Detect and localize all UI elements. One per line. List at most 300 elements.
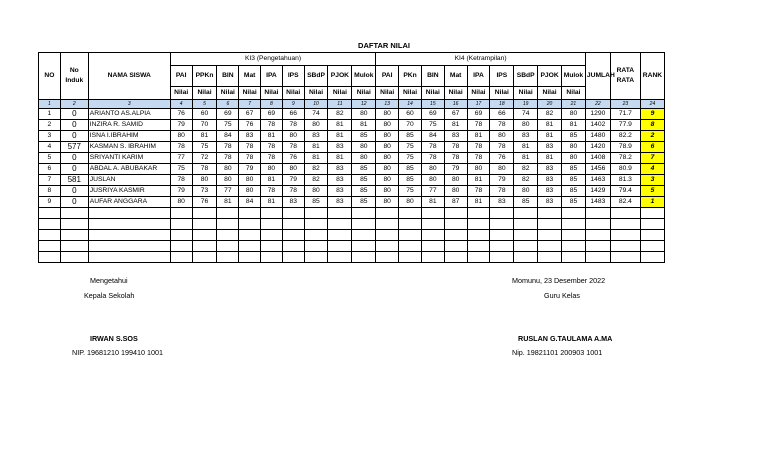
cell-ki3-score: 83: [239, 131, 261, 142]
cell-ki3-score: 82: [328, 109, 352, 120]
cell-no-induk: 0: [60, 186, 88, 197]
empty-cell: [261, 230, 283, 241]
empty-cell: [88, 252, 170, 263]
cell-ki4-score: 80: [376, 142, 399, 153]
empty-cell: [610, 241, 640, 252]
empty-cell: [610, 208, 640, 219]
cell-ki3-score: 78: [192, 164, 217, 175]
empty-cell: [282, 230, 304, 241]
cell-ki3-score: 79: [170, 120, 192, 131]
cell-jumlah: 1456: [585, 164, 610, 175]
sig-right-line2: Guru Kelas: [544, 291, 580, 300]
cell-ki4-score: 83: [538, 186, 562, 197]
empty-cell: [585, 252, 610, 263]
cell-ki3-score: 69: [261, 109, 283, 120]
cell-ki4-score: 80: [561, 153, 585, 164]
empty-cell: [282, 208, 304, 219]
empty-cell: [60, 230, 88, 241]
cell-ki4-score: 80: [490, 131, 514, 142]
cell-rank: 5: [640, 186, 664, 197]
cell-ki4-score: 85: [399, 175, 422, 186]
cell-ki3-score: 78: [261, 142, 283, 153]
empty-cell: [585, 241, 610, 252]
empty-cell: [88, 230, 170, 241]
cell-ki4-score: 67: [444, 109, 467, 120]
empty-cell: [328, 219, 352, 230]
cell-no: 3: [39, 131, 61, 142]
cell-jumlah: 1402: [585, 120, 610, 131]
cell-nama-siswa: INZIRA R. SAMID: [88, 120, 170, 131]
table-row: [39, 153, 665, 164]
cell-ki4-score: 69: [421, 109, 444, 120]
cell-ki3-score: 76: [192, 197, 217, 208]
header-ki4: KI4 (Ketrampilan): [376, 53, 586, 66]
cell-no: 9: [39, 197, 61, 208]
table-row: [39, 197, 665, 208]
empty-cell: [39, 230, 61, 241]
cell-rata-rata: 78.2: [610, 153, 640, 164]
empty-cell: [640, 252, 664, 263]
empty-cell: [490, 219, 514, 230]
header-nilai: Nilai: [328, 87, 352, 100]
cell-no: 8: [39, 186, 61, 197]
empty-cell: [328, 208, 352, 219]
empty-cell: [561, 230, 585, 241]
cell-ki4-score: 85: [514, 197, 538, 208]
cell-ki4-score: 87: [444, 197, 467, 208]
cell-nama-siswa: ARIANTO AS.ALPIA: [88, 109, 170, 120]
cell-ki4-score: 78: [444, 142, 467, 153]
empty-row: [39, 208, 665, 219]
column-number: 3: [88, 100, 170, 109]
header-ki3-subject: SBdP: [304, 66, 328, 87]
cell-ki3-score: 80: [352, 142, 376, 153]
header-ki3: KI3 (Pengetahuan): [170, 53, 375, 66]
cell-ki3-score: 85: [352, 186, 376, 197]
cell-ki4-score: 80: [376, 164, 399, 175]
cell-ki3-score: 81: [304, 153, 328, 164]
cell-ki3-score: 78: [217, 153, 239, 164]
header-nilai: Nilai: [352, 87, 376, 100]
header-ki3-subject: IPS: [282, 66, 304, 87]
cell-ki3-score: 75: [170, 164, 192, 175]
header-ki4-subject: PJOK: [538, 66, 562, 87]
cell-ki3-score: 73: [192, 186, 217, 197]
cell-jumlah: 1408: [585, 153, 610, 164]
empty-cell: [467, 208, 490, 219]
cell-ki4-score: 81: [538, 131, 562, 142]
cell-ki3-score: 85: [352, 164, 376, 175]
column-number: 22: [585, 100, 610, 109]
empty-cell: [217, 241, 239, 252]
header-ki4-subject: SBdP: [514, 66, 538, 87]
cell-rank: 3: [640, 175, 664, 186]
cell-ki3-score: 82: [304, 175, 328, 186]
cell-jumlah: 1420: [585, 142, 610, 153]
cell-no-induk: 0: [60, 153, 88, 164]
empty-cell: [192, 208, 217, 219]
empty-cell: [585, 208, 610, 219]
empty-row: [39, 219, 665, 230]
cell-ki4-score: 85: [561, 131, 585, 142]
cell-jumlah: 1429: [585, 186, 610, 197]
header-ki3-subject: Mulok: [352, 66, 376, 87]
cell-ki4-score: 83: [490, 197, 514, 208]
header-ki4-subject: PAI: [376, 66, 399, 87]
header-nilai: Nilai: [282, 87, 304, 100]
empty-cell: [352, 208, 376, 219]
empty-cell: [217, 252, 239, 263]
cell-ki4-score: 83: [538, 197, 562, 208]
cell-ki4-score: 75: [399, 142, 422, 153]
cell-ki4-score: 82: [538, 109, 562, 120]
empty-cell: [328, 252, 352, 263]
empty-cell: [352, 241, 376, 252]
cell-rank: 6: [640, 142, 664, 153]
cell-no: 6: [39, 164, 61, 175]
cell-ki3-score: 80: [239, 186, 261, 197]
empty-cell: [304, 252, 328, 263]
cell-ki4-score: 80: [421, 175, 444, 186]
cell-ki3-score: 80: [239, 175, 261, 186]
cell-no: 1: [39, 109, 61, 120]
cell-nama-siswa: SRIYANTI KARIM: [88, 153, 170, 164]
empty-cell: [261, 241, 283, 252]
cell-ki4-score: 83: [538, 164, 562, 175]
empty-cell: [304, 241, 328, 252]
cell-ki3-score: 72: [192, 153, 217, 164]
cell-ki3-score: 78: [261, 120, 283, 131]
cell-ki3-score: 77: [217, 186, 239, 197]
cell-ki3-score: 85: [304, 197, 328, 208]
empty-cell: [39, 208, 61, 219]
column-number: 1: [39, 100, 61, 109]
cell-rata-rata: 71.7: [610, 109, 640, 120]
empty-cell: [490, 241, 514, 252]
column-number: 24: [640, 100, 664, 109]
sig-left-line2: Kepala Sekolah: [84, 291, 135, 300]
cell-ki4-score: 78: [421, 153, 444, 164]
cell-ki3-score: 78: [239, 142, 261, 153]
cell-no: 2: [39, 120, 61, 131]
cell-ki4-score: 81: [538, 120, 562, 131]
empty-row: [39, 230, 665, 241]
cell-nama-siswa: KASMAN S. IBRAHIM: [88, 142, 170, 153]
cell-ki3-score: 66: [282, 109, 304, 120]
cell-ki4-score: 83: [444, 131, 467, 142]
empty-cell: [192, 230, 217, 241]
cell-ki4-score: 83: [538, 175, 562, 186]
cell-ki4-score: 84: [421, 131, 444, 142]
cell-nama-siswa: ISNA I.IBRAHIM: [88, 131, 170, 142]
cell-rata-rata: 78.9: [610, 142, 640, 153]
cell-ki4-score: 80: [467, 164, 490, 175]
cell-ki3-score: 75: [192, 142, 217, 153]
column-number: 9: [282, 100, 304, 109]
empty-cell: [170, 219, 192, 230]
header-ki4-subject: Mat: [444, 66, 467, 87]
cell-ki4-score: 81: [467, 197, 490, 208]
cell-ki3-score: 82: [304, 164, 328, 175]
column-number: 6: [217, 100, 239, 109]
empty-cell: [304, 219, 328, 230]
empty-cell: [514, 230, 538, 241]
column-number: 8: [261, 100, 283, 109]
empty-cell: [444, 208, 467, 219]
empty-cell: [585, 219, 610, 230]
cell-ki4-score: 80: [561, 142, 585, 153]
cell-ki4-score: 77: [421, 186, 444, 197]
cell-ki3-score: 81: [328, 153, 352, 164]
cell-jumlah: 1480: [585, 131, 610, 142]
empty-cell: [261, 219, 283, 230]
cell-ki4-score: 80: [490, 164, 514, 175]
page-title: DAFTAR NILAI: [358, 41, 410, 50]
column-number: 13: [376, 100, 399, 109]
cell-ki3-score: 69: [217, 109, 239, 120]
cell-ki3-score: 80: [282, 131, 304, 142]
empty-cell: [170, 252, 192, 263]
cell-no-induk: 0: [60, 197, 88, 208]
empty-cell: [561, 208, 585, 219]
empty-cell: [561, 219, 585, 230]
empty-cell: [217, 230, 239, 241]
column-number: 16: [444, 100, 467, 109]
cell-ki4-score: 85: [561, 164, 585, 175]
column-number: 7: [239, 100, 261, 109]
cell-ki4-score: 81: [421, 197, 444, 208]
cell-ki3-score: 81: [192, 131, 217, 142]
cell-ki3-score: 67: [239, 109, 261, 120]
cell-ki4-score: 60: [399, 109, 422, 120]
header-ki4-subject: Mulok: [561, 66, 585, 87]
cell-ki4-score: 80: [514, 186, 538, 197]
cell-ki3-score: 70: [192, 120, 217, 131]
cell-ki4-score: 83: [514, 131, 538, 142]
header-ki4-subject: BIN: [421, 66, 444, 87]
cell-ki3-score: 80: [304, 120, 328, 131]
column-number: 20: [538, 100, 562, 109]
cell-ki3-score: 80: [352, 153, 376, 164]
cell-ki3-score: 77: [170, 153, 192, 164]
cell-ki3-score: 83: [282, 197, 304, 208]
empty-cell: [561, 241, 585, 252]
column-number: 21: [561, 100, 585, 109]
cell-rank: 1: [640, 197, 664, 208]
cell-no: 7: [39, 175, 61, 186]
cell-ki4-score: 82: [514, 175, 538, 186]
empty-cell: [640, 230, 664, 241]
cell-ki3-score: 78: [170, 175, 192, 186]
empty-cell: [60, 219, 88, 230]
table-row: [39, 109, 665, 120]
cell-ki4-score: 85: [561, 197, 585, 208]
header-nilai: Nilai: [467, 87, 490, 100]
header-nilai: Nilai: [239, 87, 261, 100]
empty-cell: [39, 252, 61, 263]
column-number: 11: [328, 100, 352, 109]
empty-cell: [467, 230, 490, 241]
empty-row: [39, 241, 665, 252]
cell-ki3-score: 84: [217, 131, 239, 142]
empty-cell: [352, 252, 376, 263]
empty-cell: [640, 208, 664, 219]
sig-left-nip: NIP. 19681210 199410 1001: [72, 348, 163, 357]
cell-ki3-score: 80: [217, 164, 239, 175]
cell-ki3-score: 80: [192, 175, 217, 186]
cell-no-induk: 0: [60, 164, 88, 175]
header-rank: RANK: [640, 53, 664, 100]
cell-ki4-score: 79: [444, 164, 467, 175]
table-row: [39, 120, 665, 131]
empty-cell: [640, 219, 664, 230]
cell-rank: 8: [640, 120, 664, 131]
empty-cell: [39, 241, 61, 252]
cell-ki3-score: 60: [192, 109, 217, 120]
empty-cell: [376, 230, 399, 241]
cell-ki3-score: 78: [261, 153, 283, 164]
header-nilai: Nilai: [538, 87, 562, 100]
cell-ki4-score: 80: [399, 197, 422, 208]
header-nilai: Nilai: [217, 87, 239, 100]
empty-cell: [239, 219, 261, 230]
empty-cell: [282, 241, 304, 252]
cell-nama-siswa: JUSLAN: [88, 175, 170, 186]
empty-cell: [239, 241, 261, 252]
cell-ki3-score: 79: [239, 164, 261, 175]
column-number: 14: [399, 100, 422, 109]
cell-ki4-score: 80: [376, 197, 399, 208]
empty-cell: [490, 230, 514, 241]
header-nilai: Nilai: [444, 87, 467, 100]
empty-cell: [399, 208, 422, 219]
cell-ki4-score: 74: [514, 109, 538, 120]
column-number: 12: [352, 100, 376, 109]
sig-left-line1: Mengetahui: [90, 276, 128, 285]
empty-cell: [192, 252, 217, 263]
empty-cell: [421, 252, 444, 263]
cell-ki4-score: 85: [561, 186, 585, 197]
cell-no-induk: 0: [60, 109, 88, 120]
empty-cell: [170, 230, 192, 241]
cell-ki4-score: 81: [467, 175, 490, 186]
column-number: 18: [490, 100, 514, 109]
empty-cell: [376, 241, 399, 252]
cell-rank: 7: [640, 153, 664, 164]
cell-ki4-score: 78: [490, 186, 514, 197]
cell-ki3-score: 83: [304, 131, 328, 142]
cell-ki3-score: 83: [328, 175, 352, 186]
cell-ki3-score: 80: [170, 197, 192, 208]
cell-ki4-score: 85: [399, 164, 422, 175]
cell-ki4-score: 81: [444, 120, 467, 131]
column-number: 19: [514, 100, 538, 109]
cell-ki4-score: 75: [399, 153, 422, 164]
cell-no-induk: 581: [60, 175, 88, 186]
header-ki3-subject: Mat: [239, 66, 261, 87]
cell-ki3-score: 83: [328, 142, 352, 153]
empty-cell: [444, 219, 467, 230]
cell-ki3-score: 81: [261, 175, 283, 186]
header-nilai: Nilai: [304, 87, 328, 100]
cell-ki4-score: 81: [514, 153, 538, 164]
cell-rank: 2: [640, 131, 664, 142]
cell-rank: 9: [640, 109, 664, 120]
empty-cell: [304, 208, 328, 219]
empty-cell: [352, 219, 376, 230]
empty-cell: [399, 252, 422, 263]
empty-cell: [192, 241, 217, 252]
empty-cell: [561, 252, 585, 263]
empty-cell: [444, 230, 467, 241]
cell-ki3-score: 81: [328, 120, 352, 131]
empty-cell: [239, 230, 261, 241]
cell-ki4-score: 80: [376, 109, 399, 120]
empty-cell: [610, 230, 640, 241]
cell-ki3-score: 78: [170, 142, 192, 153]
cell-ki4-score: 80: [444, 175, 467, 186]
cell-ki4-score: 80: [376, 186, 399, 197]
empty-cell: [421, 230, 444, 241]
cell-ki3-score: 78: [282, 120, 304, 131]
header-ki4-subject: IPA: [467, 66, 490, 87]
cell-ki3-score: 78: [282, 142, 304, 153]
cell-ki4-score: 78: [467, 153, 490, 164]
empty-cell: [376, 252, 399, 263]
cell-ki4-score: 80: [376, 131, 399, 142]
empty-cell: [170, 241, 192, 252]
empty-cell: [514, 241, 538, 252]
cell-ki4-score: 79: [490, 175, 514, 186]
empty-cell: [640, 241, 664, 252]
table-row: [39, 131, 665, 142]
empty-cell: [467, 252, 490, 263]
cell-ki4-score: 76: [490, 153, 514, 164]
empty-cell: [421, 241, 444, 252]
cell-no-induk: 577: [60, 142, 88, 153]
empty-cell: [328, 241, 352, 252]
cell-ki3-score: 76: [239, 120, 261, 131]
cell-ki4-score: 80: [514, 120, 538, 131]
header-ki3-subject: PPKn: [192, 66, 217, 87]
header-no: NO: [39, 53, 61, 100]
cell-ki4-score: 82: [514, 164, 538, 175]
cell-ki4-score: 80: [376, 153, 399, 164]
header-ki4-subject: PKn: [399, 66, 422, 87]
cell-ki3-score: 78: [282, 186, 304, 197]
empty-cell: [376, 208, 399, 219]
empty-cell: [328, 230, 352, 241]
header-ki3-subject: PJOK: [328, 66, 352, 87]
empty-cell: [514, 208, 538, 219]
empty-cell: [399, 230, 422, 241]
sig-right-nip: Nip. 19821101 200903 1001: [512, 348, 603, 357]
header-nilai: Nilai: [514, 87, 538, 100]
empty-cell: [421, 208, 444, 219]
empty-cell: [538, 241, 562, 252]
cell-ki4-score: 81: [514, 142, 538, 153]
cell-rata-rata: 82.2: [610, 131, 640, 142]
empty-cell: [60, 241, 88, 252]
cell-rata-rata: 79.4: [610, 186, 640, 197]
cell-ki3-score: 78: [239, 153, 261, 164]
cell-ki4-score: 78: [467, 120, 490, 131]
empty-cell: [352, 230, 376, 241]
cell-ki3-score: 81: [261, 197, 283, 208]
cell-ki3-score: 81: [217, 197, 239, 208]
cell-ki3-score: 76: [282, 153, 304, 164]
header-nilai: Nilai: [421, 87, 444, 100]
